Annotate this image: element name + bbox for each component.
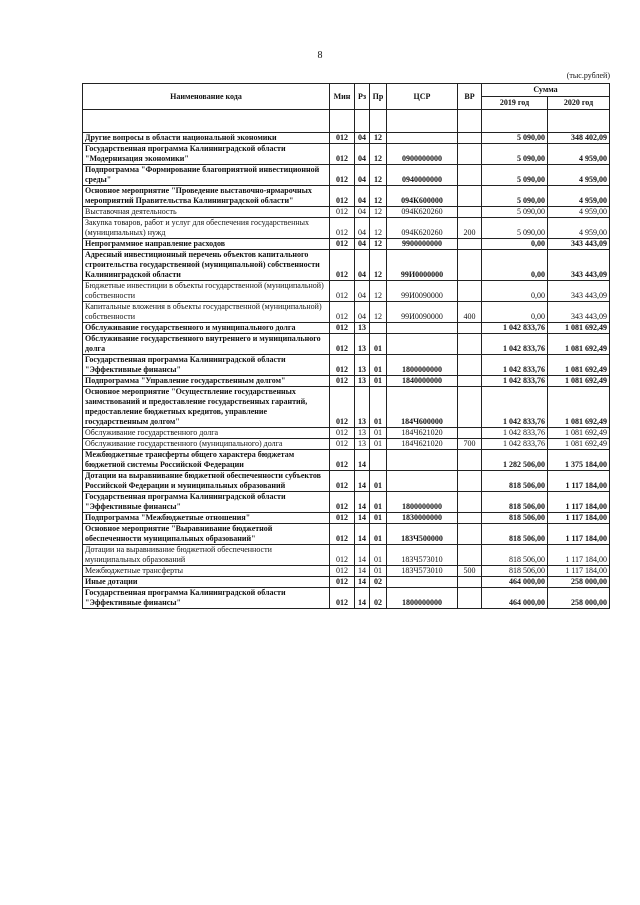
table-row bbox=[83, 186, 610, 207]
cell-pr: 12 bbox=[370, 144, 387, 165]
cell-name: Основное мероприятие "Проведение выставочно-ярмарочных мероприятий Правительства Калининградской области" bbox=[83, 186, 330, 207]
cell-rz: 14 bbox=[355, 545, 370, 566]
cell-vr: 500 bbox=[458, 566, 482, 577]
cell-pr: 12 bbox=[370, 165, 387, 186]
table-row bbox=[83, 545, 610, 566]
cell-pr: 01 bbox=[370, 545, 387, 566]
cell-2019: 0,00 bbox=[482, 239, 548, 250]
cell-min: 012 bbox=[330, 323, 355, 334]
header-sum: Сумма bbox=[482, 84, 610, 97]
table-row bbox=[83, 492, 610, 513]
cell-2020: 1 081 692,49 bbox=[548, 439, 610, 450]
cell-vr bbox=[458, 387, 482, 428]
cell-csr: 1800000000 bbox=[387, 492, 458, 513]
cell-2019: 1 042 833,76 bbox=[482, 323, 548, 334]
cell-2019: 1 042 833,76 bbox=[482, 334, 548, 355]
cell-2019: 464 000,00 bbox=[482, 577, 548, 588]
page-number: 8 bbox=[317, 50, 323, 61]
cell-2020: 343 443,09 bbox=[548, 281, 610, 302]
units-label: (тыс.рублей) bbox=[566, 71, 610, 80]
cell-name: Обслуживание государственного (муниципального) долга bbox=[83, 439, 330, 450]
cell-2019: 1 042 833,76 bbox=[482, 376, 548, 387]
cell-vr: 400 bbox=[458, 302, 482, 323]
cell-rz: 13 bbox=[355, 355, 370, 376]
cell-name: Иные дотации bbox=[83, 577, 330, 588]
cell-vr bbox=[458, 428, 482, 439]
cell-rz: 04 bbox=[355, 165, 370, 186]
cell-min: 012 bbox=[330, 439, 355, 450]
table-row bbox=[83, 302, 610, 323]
cell-pr: 12 bbox=[370, 281, 387, 302]
cell-vr bbox=[458, 376, 482, 387]
cell-pr: 01 bbox=[370, 513, 387, 524]
cell-rz: 14 bbox=[355, 566, 370, 577]
cell-name: Дотации на выравнивание бюджетной обеспеченности муниципальных образований bbox=[83, 545, 330, 566]
cell-vr bbox=[458, 133, 482, 144]
cell-csr: 183Ч500000 bbox=[387, 524, 458, 545]
cell-2020: 1 117 184,00 bbox=[548, 545, 610, 566]
cell-pr bbox=[370, 450, 387, 471]
header-vr: ВР bbox=[458, 84, 482, 110]
cell-min: 012 bbox=[330, 207, 355, 218]
cell-2020: 258 000,00 bbox=[548, 577, 610, 588]
cell-2020: 4 959,00 bbox=[548, 218, 610, 239]
cell-name: Основное мероприятие "Выравнивание бюджетной обеспеченности муниципальных образований" bbox=[83, 524, 330, 545]
cell-2019: 5 090,00 bbox=[482, 186, 548, 207]
cell-vr bbox=[458, 355, 482, 376]
cell-min: 012 bbox=[330, 524, 355, 545]
cell-min: 012 bbox=[330, 387, 355, 428]
cell-vr bbox=[458, 588, 482, 609]
table-row bbox=[83, 566, 610, 577]
table-row bbox=[83, 355, 610, 376]
cell-vr bbox=[458, 450, 482, 471]
cell-vr bbox=[458, 513, 482, 524]
cell-pr: 01 bbox=[370, 387, 387, 428]
table-row bbox=[83, 513, 610, 524]
cell-name: Подпрограмма "Формирование благоприятной инвестиционной среды" bbox=[83, 165, 330, 186]
cell-rz: 13 bbox=[355, 323, 370, 334]
cell-rz: 14 bbox=[355, 492, 370, 513]
cell-min: 012 bbox=[330, 577, 355, 588]
spacer-row bbox=[83, 110, 610, 133]
cell-vr bbox=[458, 207, 482, 218]
header-csr: ЦСР bbox=[387, 84, 458, 110]
cell-rz: 04 bbox=[355, 239, 370, 250]
cell-vr bbox=[458, 577, 482, 588]
cell-vr bbox=[458, 239, 482, 250]
cell-name: Межбюджетные трансферты bbox=[83, 566, 330, 577]
cell-min: 012 bbox=[330, 250, 355, 281]
cell-2020: 1 081 692,49 bbox=[548, 428, 610, 439]
cell-pr: 12 bbox=[370, 239, 387, 250]
cell-vr bbox=[458, 165, 482, 186]
cell-rz: 04 bbox=[355, 144, 370, 165]
table-row bbox=[83, 144, 610, 165]
cell-rz: 14 bbox=[355, 450, 370, 471]
cell-2019: 818 506,00 bbox=[482, 492, 548, 513]
cell-rz: 13 bbox=[355, 376, 370, 387]
cell-vr bbox=[458, 144, 482, 165]
cell-csr bbox=[387, 334, 458, 355]
cell-2019: 1 042 833,76 bbox=[482, 355, 548, 376]
cell-2020: 4 959,00 bbox=[548, 186, 610, 207]
cell-name: Государственная программа Калининградской области "Эффективные финансы" bbox=[83, 588, 330, 609]
cell-min: 012 bbox=[330, 218, 355, 239]
cell-csr bbox=[387, 133, 458, 144]
cell-2020: 4 959,00 bbox=[548, 165, 610, 186]
cell-2020: 1 117 184,00 bbox=[548, 524, 610, 545]
cell-2019: 1 042 833,76 bbox=[482, 439, 548, 450]
cell-rz: 13 bbox=[355, 334, 370, 355]
cell-name: Государственная программа Калининградской области "Модернизация экономики" bbox=[83, 144, 330, 165]
cell-csr: 99И0000000 bbox=[387, 250, 458, 281]
cell-rz: 13 bbox=[355, 428, 370, 439]
header-rz: Рз bbox=[355, 84, 370, 110]
cell-name: Обслуживание государственного долга bbox=[83, 428, 330, 439]
cell-csr: 1830000000 bbox=[387, 513, 458, 524]
cell-vr bbox=[458, 471, 482, 492]
table-row bbox=[83, 218, 610, 239]
cell-name: Обслуживание государственного и муниципального долга bbox=[83, 323, 330, 334]
cell-vr bbox=[458, 492, 482, 513]
budget-table bbox=[82, 83, 610, 609]
cell-pr: 01 bbox=[370, 524, 387, 545]
cell-min: 012 bbox=[330, 281, 355, 302]
cell-2019: 5 090,00 bbox=[482, 207, 548, 218]
cell-pr: 01 bbox=[370, 492, 387, 513]
cell-rz: 04 bbox=[355, 302, 370, 323]
cell-csr bbox=[387, 323, 458, 334]
cell-rz: 04 bbox=[355, 250, 370, 281]
cell-csr: 183Ч573010 bbox=[387, 545, 458, 566]
cell-rz: 14 bbox=[355, 524, 370, 545]
cell-pr: 01 bbox=[370, 439, 387, 450]
cell-csr: 9900000000 bbox=[387, 239, 458, 250]
cell-rz: 04 bbox=[355, 186, 370, 207]
cell-2019: 818 506,00 bbox=[482, 524, 548, 545]
cell-rz: 04 bbox=[355, 207, 370, 218]
table-row bbox=[83, 588, 610, 609]
table-row bbox=[83, 428, 610, 439]
cell-rz: 13 bbox=[355, 387, 370, 428]
cell-2020: 1 081 692,49 bbox=[548, 387, 610, 428]
cell-min: 012 bbox=[330, 165, 355, 186]
cell-2019: 1 042 833,76 bbox=[482, 428, 548, 439]
cell-name: Дотации на выравнивание бюджетной обеспеченности субъектов Российской Федерации и муниципальных образований bbox=[83, 471, 330, 492]
cell-csr: 184Ч621020 bbox=[387, 428, 458, 439]
cell-pr: 01 bbox=[370, 334, 387, 355]
cell-min: 012 bbox=[330, 471, 355, 492]
cell-pr: 02 bbox=[370, 577, 387, 588]
cell-min: 012 bbox=[330, 133, 355, 144]
cell-csr: 1840000000 bbox=[387, 376, 458, 387]
cell-rz: 04 bbox=[355, 133, 370, 144]
cell-name: Бюджетные инвестиции в объекты государственной (муниципальной) собственности bbox=[83, 281, 330, 302]
header-pr: Пр bbox=[370, 84, 387, 110]
cell-pr: 12 bbox=[370, 207, 387, 218]
cell-2019: 0,00 bbox=[482, 281, 548, 302]
cell-2020: 1 375 184,00 bbox=[548, 450, 610, 471]
cell-csr: 094К620260 bbox=[387, 218, 458, 239]
header-2019: 2019 год bbox=[482, 97, 548, 110]
cell-vr bbox=[458, 524, 482, 545]
cell-2020: 4 959,00 bbox=[548, 144, 610, 165]
cell-min: 012 bbox=[330, 302, 355, 323]
cell-rz: 14 bbox=[355, 588, 370, 609]
cell-rz: 13 bbox=[355, 439, 370, 450]
cell-vr: 700 bbox=[458, 439, 482, 450]
cell-2020: 1 081 692,49 bbox=[548, 323, 610, 334]
cell-pr: 12 bbox=[370, 186, 387, 207]
table-row bbox=[83, 239, 610, 250]
cell-min: 012 bbox=[330, 513, 355, 524]
cell-csr: 0940000000 bbox=[387, 165, 458, 186]
cell-csr bbox=[387, 471, 458, 492]
cell-pr: 12 bbox=[370, 133, 387, 144]
cell-2019: 0,00 bbox=[482, 250, 548, 281]
cell-pr: 02 bbox=[370, 588, 387, 609]
cell-vr bbox=[458, 323, 482, 334]
cell-min: 012 bbox=[330, 186, 355, 207]
table-row bbox=[83, 207, 610, 218]
cell-2020: 1 117 184,00 bbox=[548, 471, 610, 492]
cell-min: 012 bbox=[330, 239, 355, 250]
cell-2019: 0,00 bbox=[482, 302, 548, 323]
cell-min: 012 bbox=[330, 588, 355, 609]
table-row bbox=[83, 577, 610, 588]
cell-min: 012 bbox=[330, 144, 355, 165]
cell-name: Государственная программа Калининградской области "Эффективные финансы" bbox=[83, 492, 330, 513]
cell-csr: 184Ч600000 bbox=[387, 387, 458, 428]
table-row bbox=[83, 439, 610, 450]
cell-csr: 094К600000 bbox=[387, 186, 458, 207]
cell-vr bbox=[458, 250, 482, 281]
cell-name: Выставочная деятельность bbox=[83, 207, 330, 218]
cell-name: Основное мероприятие "Осуществление государственных заимствований и предоставление государственных гарантий, предоставление бюджетных кредитов, управление государственным долгом" bbox=[83, 387, 330, 428]
cell-vr bbox=[458, 334, 482, 355]
cell-2019: 818 506,00 bbox=[482, 513, 548, 524]
header-row bbox=[83, 84, 610, 97]
cell-name: Подпрограмма "Управление государственным долгом" bbox=[83, 376, 330, 387]
cell-min: 012 bbox=[330, 334, 355, 355]
cell-2019: 5 090,00 bbox=[482, 218, 548, 239]
cell-2019: 5 090,00 bbox=[482, 133, 548, 144]
cell-rz: 04 bbox=[355, 218, 370, 239]
cell-name: Обслуживание государственного внутреннего и муниципального долга bbox=[83, 334, 330, 355]
cell-2020: 1 081 692,49 bbox=[548, 355, 610, 376]
cell-csr bbox=[387, 450, 458, 471]
cell-2020: 343 443,09 bbox=[548, 302, 610, 323]
cell-name: Государственная программа Калининградской области "Эффективные финансы" bbox=[83, 355, 330, 376]
cell-csr: 183Ч573010 bbox=[387, 566, 458, 577]
table-row bbox=[83, 165, 610, 186]
cell-2019: 818 506,00 bbox=[482, 471, 548, 492]
cell-2020: 258 000,00 bbox=[548, 588, 610, 609]
header-name: Наименование кода bbox=[83, 84, 330, 110]
cell-rz: 14 bbox=[355, 577, 370, 588]
cell-2019: 818 506,00 bbox=[482, 545, 548, 566]
table-row bbox=[83, 133, 610, 144]
cell-name: Капитальные вложения в объекты государственной (муниципальной) собственности bbox=[83, 302, 330, 323]
cell-min: 012 bbox=[330, 355, 355, 376]
cell-2020: 343 443,09 bbox=[548, 239, 610, 250]
cell-2020: 1 081 692,49 bbox=[548, 334, 610, 355]
cell-csr: 1800000000 bbox=[387, 588, 458, 609]
cell-pr: 12 bbox=[370, 218, 387, 239]
cell-csr: 184Ч621020 bbox=[387, 439, 458, 450]
cell-csr: 99И0090000 bbox=[387, 281, 458, 302]
cell-csr: 094К620260 bbox=[387, 207, 458, 218]
cell-min: 012 bbox=[330, 566, 355, 577]
cell-vr: 200 bbox=[458, 218, 482, 239]
cell-2019: 464 000,00 bbox=[482, 588, 548, 609]
header-min: Мин bbox=[330, 84, 355, 110]
cell-min: 012 bbox=[330, 428, 355, 439]
cell-pr: 01 bbox=[370, 471, 387, 492]
cell-2020: 4 959,00 bbox=[548, 207, 610, 218]
table-row bbox=[83, 376, 610, 387]
cell-rz: 14 bbox=[355, 513, 370, 524]
cell-2019: 5 090,00 bbox=[482, 144, 548, 165]
cell-name: Непрограммное направление расходов bbox=[83, 239, 330, 250]
table-row bbox=[83, 281, 610, 302]
cell-csr bbox=[387, 577, 458, 588]
table-row bbox=[83, 334, 610, 355]
cell-pr: 01 bbox=[370, 428, 387, 439]
table-row bbox=[83, 450, 610, 471]
cell-csr: 99И0090000 bbox=[387, 302, 458, 323]
cell-2020: 1 081 692,49 bbox=[548, 376, 610, 387]
cell-pr: 12 bbox=[370, 250, 387, 281]
cell-name: Другие вопросы в области национальной экономики bbox=[83, 133, 330, 144]
cell-pr: 01 bbox=[370, 355, 387, 376]
cell-min: 012 bbox=[330, 376, 355, 387]
cell-2019: 1 042 833,76 bbox=[482, 387, 548, 428]
cell-rz: 04 bbox=[355, 281, 370, 302]
cell-csr: 0900000000 bbox=[387, 144, 458, 165]
cell-vr bbox=[458, 186, 482, 207]
table-row bbox=[83, 387, 610, 428]
cell-2020: 1 117 184,00 bbox=[548, 566, 610, 577]
cell-2019: 1 282 506,00 bbox=[482, 450, 548, 471]
cell-name: Закупка товаров, работ и услуг для обеспечения государственных (муниципальных) нужд bbox=[83, 218, 330, 239]
cell-2020: 343 443,09 bbox=[548, 250, 610, 281]
cell-2020: 1 117 184,00 bbox=[548, 513, 610, 524]
table-row bbox=[83, 323, 610, 334]
cell-vr bbox=[458, 281, 482, 302]
cell-pr: 01 bbox=[370, 376, 387, 387]
table-row bbox=[83, 471, 610, 492]
cell-pr: 12 bbox=[370, 302, 387, 323]
header-2020: 2020 год bbox=[548, 97, 610, 110]
cell-min: 012 bbox=[330, 492, 355, 513]
cell-rz: 14 bbox=[355, 471, 370, 492]
cell-2020: 1 117 184,00 bbox=[548, 492, 610, 513]
table-row bbox=[83, 524, 610, 545]
cell-pr: 01 bbox=[370, 566, 387, 577]
cell-2020: 348 402,09 bbox=[548, 133, 610, 144]
cell-min: 012 bbox=[330, 545, 355, 566]
cell-pr bbox=[370, 323, 387, 334]
cell-vr bbox=[458, 545, 482, 566]
cell-csr: 1800000000 bbox=[387, 355, 458, 376]
cell-2019: 5 090,00 bbox=[482, 165, 548, 186]
table-row bbox=[83, 250, 610, 281]
cell-name: Подпрограмма "Межбюджетные отношения" bbox=[83, 513, 330, 524]
cell-name: Межбюджетные трансферты общего характера бюджетам бюджетной системы Российской Федерации bbox=[83, 450, 330, 471]
cell-2019: 818 506,00 bbox=[482, 566, 548, 577]
cell-min: 012 bbox=[330, 450, 355, 471]
cell-name: Адресный инвестиционный перечень объектов капитального строительства государственной (муниципальной) собственности Калининградской области bbox=[83, 250, 330, 281]
